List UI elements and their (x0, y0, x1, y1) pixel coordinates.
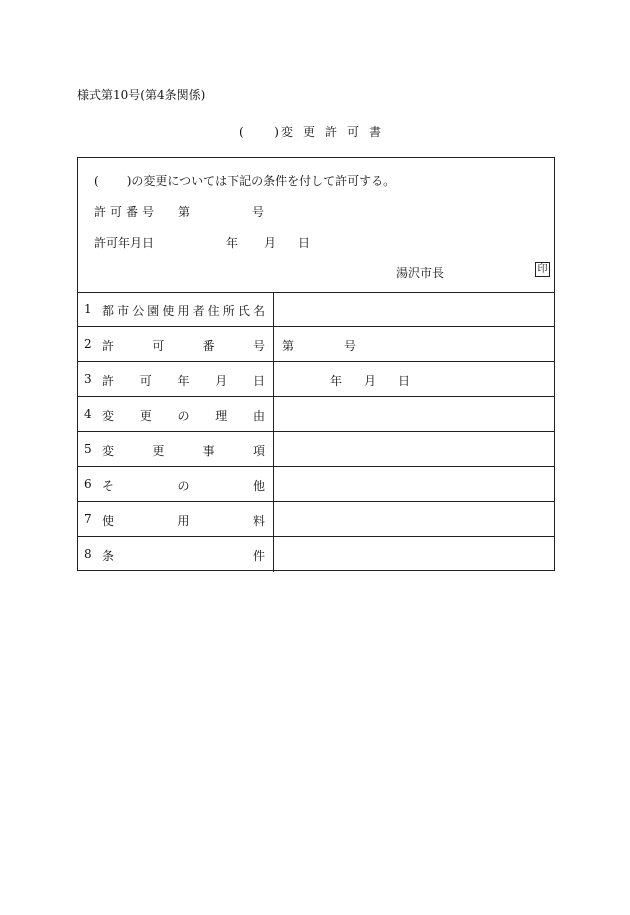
form-number: 様式第10号(第4条関係) (77, 88, 206, 102)
title-blank (239, 125, 279, 139)
form-header (78, 158, 554, 293)
form-row (78, 362, 554, 397)
row-label-char: 変 (102, 444, 115, 458)
row-value-go: 号 (344, 339, 357, 353)
row-value-year: 年 (330, 374, 343, 388)
permit-number-line (94, 203, 265, 220)
row-label-cell (78, 327, 274, 361)
row-value-dai: 第 (282, 339, 295, 353)
row-label-char: そ (102, 479, 115, 493)
permit-date-year: 年 (226, 236, 239, 250)
row-number: 8 (84, 547, 92, 561)
row-label (102, 372, 265, 389)
permit-date-label: 許可年月日 (94, 236, 155, 250)
row-label-char: 可 (139, 374, 152, 388)
row-label-char: 園 (147, 304, 160, 318)
row-label-char: 他 (252, 479, 265, 493)
statement-close-paren: ) (126, 174, 132, 188)
row-value-cell (282, 337, 546, 354)
permit-form (77, 157, 555, 571)
row-number: 6 (84, 477, 92, 491)
row-label (102, 442, 265, 459)
permit-number-go: 号 (252, 205, 265, 219)
row-label-char: 号 (252, 339, 265, 353)
row-label (102, 547, 265, 564)
row-number: 5 (84, 442, 92, 456)
permit-date-line (94, 234, 394, 251)
row-label-cell (78, 502, 274, 536)
row-label-char: 使 (102, 514, 115, 528)
row-label (102, 512, 265, 529)
statement (94, 172, 395, 189)
row-label-char: 用 (177, 514, 190, 528)
row-label-char: 料 (252, 514, 265, 528)
row-number: 7 (84, 512, 92, 526)
statement-text: の変更については下記の条件を付して許可する。 (131, 174, 396, 188)
row-label-char: 者 (192, 304, 205, 318)
row-label-char: 所 (222, 304, 235, 318)
row-label-char: 公 (132, 304, 145, 318)
row-label (102, 337, 265, 354)
permit-number-label: 許可番号 (94, 205, 159, 219)
row-label-char: 許 (102, 339, 115, 353)
row-label-char: 年 (177, 374, 190, 388)
seal-stamp: 印 (535, 262, 550, 277)
row-label-cell (78, 537, 274, 572)
permit-date-day: 日 (298, 236, 311, 250)
row-label-char: 項 (252, 444, 265, 458)
statement-open-paren: ( (94, 174, 99, 188)
row-label-char: 氏 (237, 304, 250, 318)
form-row (78, 467, 554, 502)
row-label-char: 使 (162, 304, 175, 318)
row-label-char: 更 (152, 444, 165, 458)
row-label-char: 月 (215, 374, 228, 388)
row-label (102, 302, 265, 319)
row-label-char: 市 (117, 304, 130, 318)
form-row (78, 502, 554, 537)
document-title (0, 123, 630, 140)
issuer: 湯沢市長 (396, 266, 445, 280)
row-label-char: 用 (177, 304, 190, 318)
row-label (102, 477, 265, 494)
row-label-char: の (177, 479, 190, 493)
row-label-char: 可 (152, 339, 165, 353)
row-label-char: 条 (102, 549, 115, 563)
row-label-cell (78, 292, 274, 326)
row-value-month: 月 (364, 374, 377, 388)
row-label-cell (78, 362, 274, 396)
row-label-char: 名 (252, 304, 265, 318)
form-rows (78, 292, 554, 572)
row-number: 2 (84, 337, 92, 351)
title-open-paren: ( (238, 125, 244, 139)
row-value-day: 日 (398, 374, 411, 388)
row-number: 4 (84, 407, 92, 421)
row-number: 3 (84, 372, 92, 386)
row-number: 1 (84, 302, 92, 316)
row-label-char: 日 (252, 374, 265, 388)
row-label-char: 事 (202, 444, 215, 458)
row-label-char: 更 (139, 409, 152, 423)
row-value-cell (330, 372, 546, 389)
form-row (78, 327, 554, 362)
title-close-paren: ) (274, 125, 279, 139)
row-label-char: 件 (252, 549, 265, 563)
form-row (78, 292, 554, 327)
permit-date-month: 月 (264, 236, 277, 250)
form-row (78, 537, 554, 572)
row-label-char: 変 (102, 409, 115, 423)
permit-number-dai: 第 (178, 205, 191, 219)
row-label-char: 番 (202, 339, 215, 353)
row-label-cell (78, 467, 274, 501)
row-label-char: 許 (102, 374, 115, 388)
row-label-char: 理 (215, 409, 228, 423)
row-label-cell (78, 432, 274, 466)
row-label-char: 住 (207, 304, 220, 318)
row-label-char: 由 (252, 409, 265, 423)
row-label-char: の (177, 409, 190, 423)
title-text: 変更許可書 (280, 125, 391, 139)
row-label (102, 407, 265, 424)
form-row (78, 432, 554, 467)
row-label-char: 都 (102, 304, 115, 318)
row-label-cell (78, 397, 274, 431)
form-row (78, 397, 554, 432)
